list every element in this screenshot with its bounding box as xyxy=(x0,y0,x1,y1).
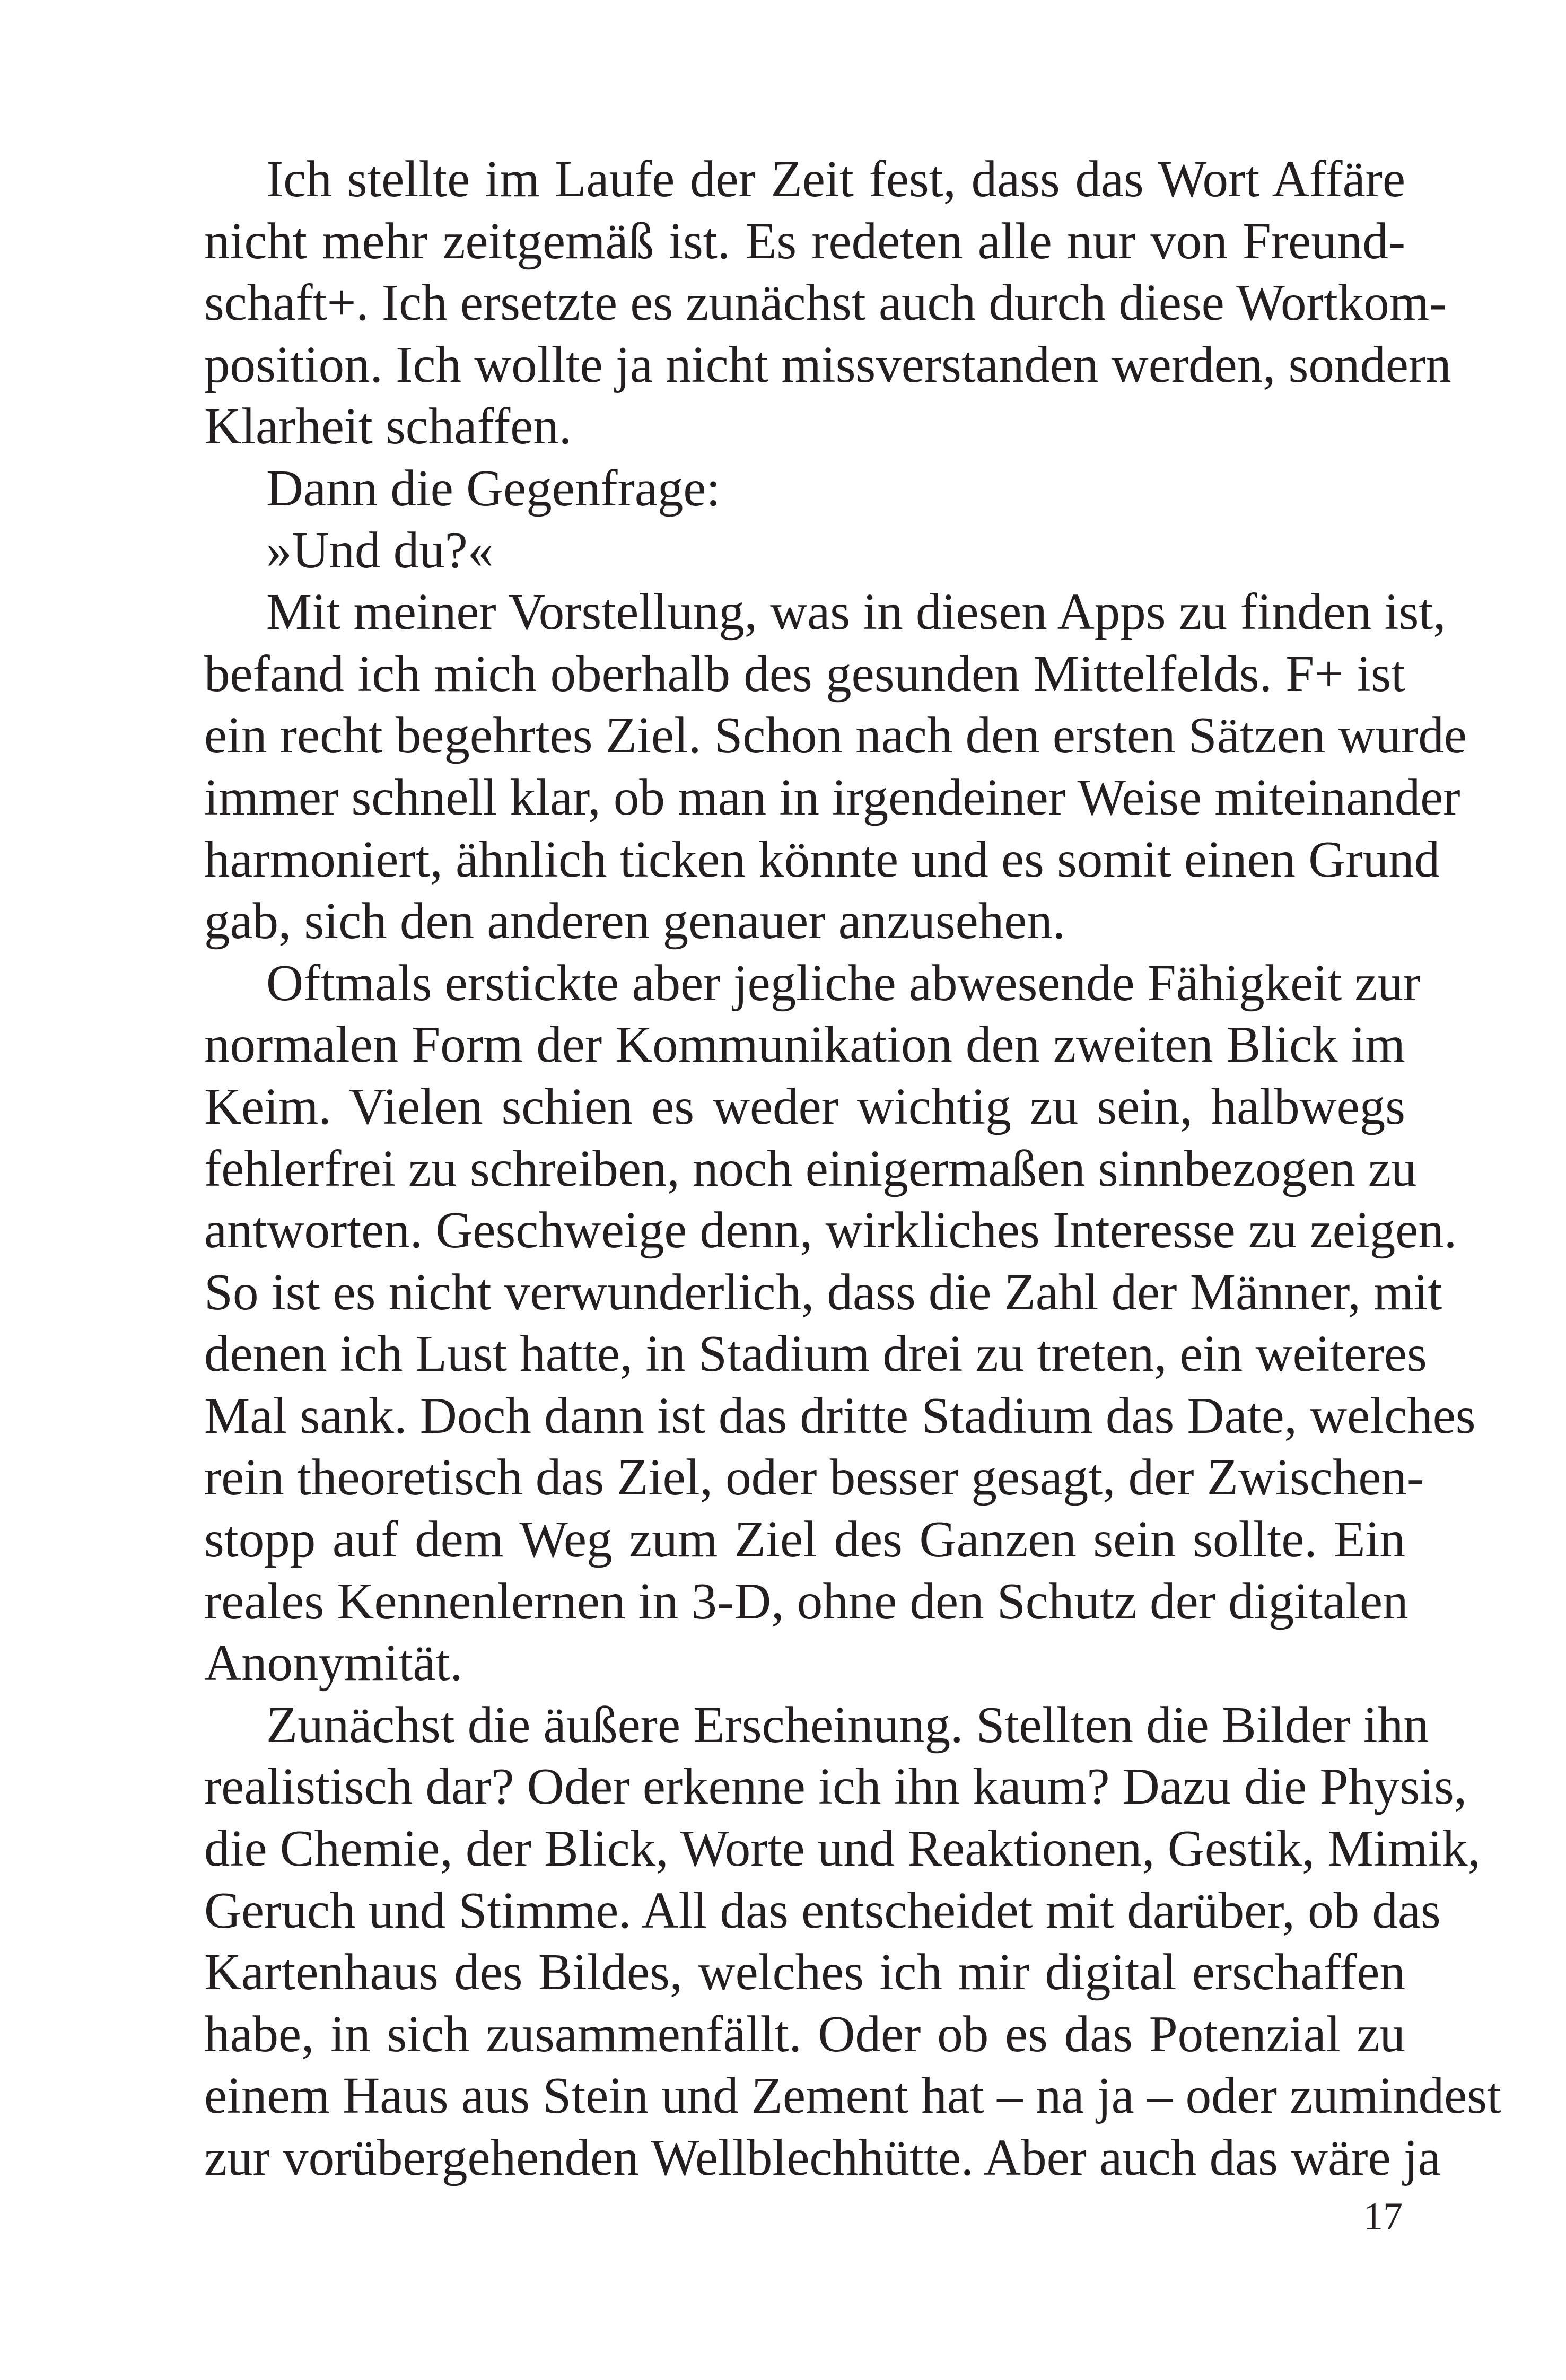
text-line: einem Haus aus Stein und Zement hat – na ja – oder zumindest xyxy=(204,2067,1501,2124)
text-line: schaft+. Ich ersetzte es zunächst auch durch diese Wortkom- xyxy=(204,274,1447,331)
text-line: Klarheit schaffen. xyxy=(204,398,572,455)
text-line: immer schnell klar, ob man in irgendeiner Weise miteinander xyxy=(204,768,1460,826)
text-line: rein theoretisch das Ziel, oder besser gesagt, der Zwischen- xyxy=(204,1449,1424,1506)
text-line: denen ich Lust hatte, in Stadium drei zu treten, ein weiteres xyxy=(204,1325,1427,1382)
text-line: ein recht begehrtes Ziel. Schon nach den ersten Sätzen wurde xyxy=(204,707,1467,764)
text-line: Kartenhaus des Bildes, welches ich mir digital erschaffen xyxy=(204,1944,1405,2001)
text-line: So ist es nicht verwunderlich, dass die Zahl der Männer, mit xyxy=(204,1263,1442,1320)
text-line: befand ich mich oberhalb des gesunden Mittelfelds. F+ ist xyxy=(204,645,1405,702)
text-line: harmoniert, ähnlich ticken könnte und es somit einen Grund xyxy=(204,830,1440,888)
text-line: stopp auf dem Weg zum Ziel des Ganzen sein sollte. Ein xyxy=(204,1511,1405,1568)
text-line: normalen Form der Kommunikation den zweiten Blick im xyxy=(204,1016,1405,1073)
text-line: Keim. Vielen schien es weder wichtig zu sein, halbwegs xyxy=(204,1078,1405,1135)
text-line: Oftmals erstickte aber jegliche abwesende Fähigkeit zur xyxy=(266,954,1421,1011)
page-number: 17 xyxy=(1363,2195,1403,2238)
text-line: Mal sank. Doch dann ist das dritte Stadium das Date, welches xyxy=(204,1387,1476,1444)
text-line: reales Kennenlernen in 3-D, ohne den Schutz der digitalen xyxy=(204,1572,1408,1630)
text-line: Geruch und Stimme. All das entscheidet mit darüber, ob das xyxy=(204,1882,1441,1939)
text-line: habe, in sich zusammenfällt. Oder ob es das Potenzial zu xyxy=(204,2005,1405,2062)
text-line: Ich stellte im Laufe der Zeit fest, dass das Wort Affäre xyxy=(266,151,1405,207)
text-line: gab, sich den anderen genauer anzusehen. xyxy=(204,892,1065,950)
text-line: position. Ich wollte ja nicht missverstanden werden, sondern xyxy=(204,336,1451,393)
text-line: realistisch dar? Oder erkenne ich ihn kaum? Dazu die Physis, xyxy=(204,1758,1467,1815)
text-line: antworten. Geschweige denn, wirkliches Interesse zu zeigen. xyxy=(204,1202,1457,1259)
text-line: »Und du?« xyxy=(266,521,494,579)
text-line: die Chemie, der Blick, Worte und Reaktionen, Gestik, Mimik, xyxy=(204,1820,1481,1877)
text-line: Zunächst die äußere Erscheinung. Stellten die Bilder ihn xyxy=(266,1696,1429,1753)
text-line: Anonymität. xyxy=(204,1634,463,1692)
text-line: fehlerfrei zu schreiben, noch einigermaßen sinnbezogen zu xyxy=(204,1140,1417,1197)
text-line: nicht mehr zeitgemäß ist. Es redeten alle nur von Freund- xyxy=(204,212,1405,269)
text-line: zur vorübergehenden Wellblechhütte. Aber auch das wäre ja xyxy=(204,2129,1441,2186)
text-line: Dann die Gegenfrage: xyxy=(266,459,721,517)
body-text xyxy=(204,148,1501,2189)
text-line: Mit meiner Vorstellung, was in diesen Apps zu finden ist, xyxy=(266,583,1446,641)
